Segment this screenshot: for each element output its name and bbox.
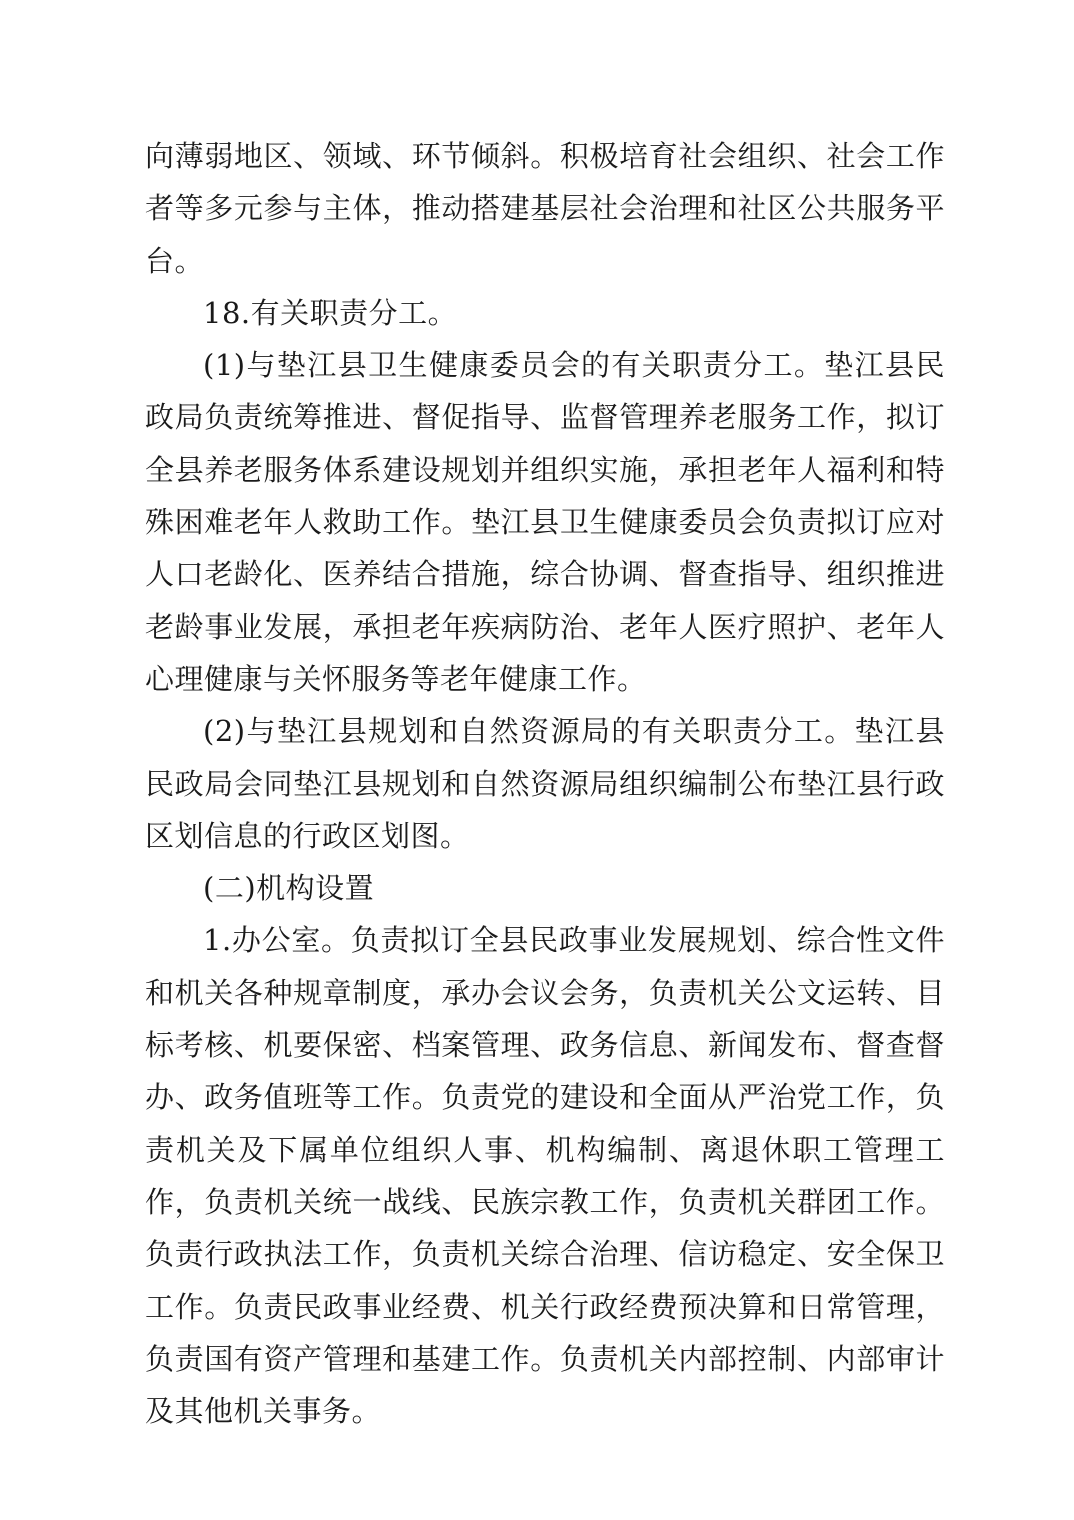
section-heading-organization: (二)机构设置 xyxy=(203,871,375,906)
paragraph-continuation: 向薄弱地区、领域、环节倾斜。积极培育社会组织、社会工作者等多元参与主体，推动搭建基层社会治理和社区公共服务平台。 xyxy=(145,139,945,278)
paragraph-item-18-heading: 18.有关职责分工。 xyxy=(203,295,458,330)
paragraph-office-duties: 1.办公室。负责拟订全县民政事业发展规划、综合性文件和机关各种规章制度，承办会议会务，负责机关公文运转、目标考核、机要保密、档案管理、政务信息、新闻发布、督查督办、政务值班等工作。负责党的建设和全面从严治党工作，负责机关及下属单位组织人事、机构编制、离退休职工管理工作，负责机关统一战线、民族宗教工作，负责机关群团工作。负责行政执法工作，负责机关综合治理、信访稳定、安全保卫工作。负责民政事业经费、机关行政经费预决算和日常管理，负责国有资产管理和基建工作。负责机关内部控制、内部审计及其他机关事务。 xyxy=(145,923,945,1429)
paragraph-duty-division-planning: (2)与垫江县规划和自然资源局的有关职责分工。垫江县民政局会同垫江县规划和自然资源局组织编制公布垫江县行政区划信息的行政区划图。 xyxy=(145,714,945,853)
paragraph-duty-division-health: (1)与垫江县卫生健康委员会的有关职责分工。垫江县民政局负责统筹推进、督促指导、监督管理养老服务工作，拟订全县养老服务体系建设规划并组织实施，承担老年人福利和特殊困难老年人救助工作。垫江县卫生健康委员会负责拟订应对人口老龄化、医养结合措施，综合协调、督查指导、组织推进老龄事业发展，承担老年疾病防治、老年人医疗照护、老年人心理健康与关怀服务等老年健康工作。 xyxy=(145,348,945,696)
document-body xyxy=(145,130,945,1437)
